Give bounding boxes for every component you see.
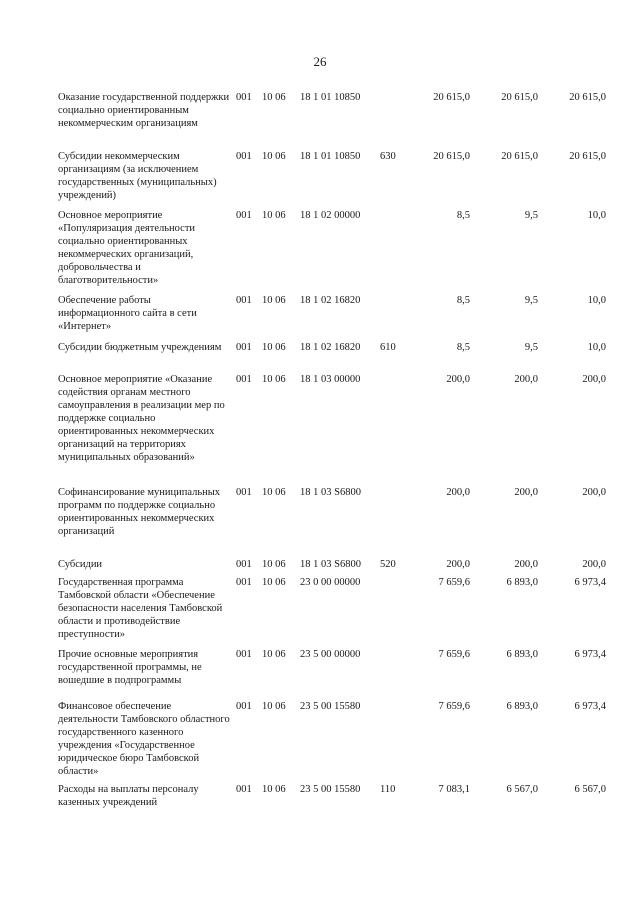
expense-type-code: 610 xyxy=(380,342,396,353)
ministry-code: 001 xyxy=(236,374,252,385)
target-code: 18 1 01 10850 xyxy=(300,92,361,103)
target-code: 23 0 00 00000 xyxy=(300,577,361,588)
section-code: 10 06 xyxy=(262,295,286,306)
target-code: 18 1 03 S6800 xyxy=(300,487,361,498)
ministry-code: 001 xyxy=(236,487,252,498)
amount-year-2: 200,0 xyxy=(514,374,538,385)
amount-year-2: 200,0 xyxy=(514,559,538,570)
target-code: 18 1 03 00000 xyxy=(300,374,361,385)
amount-year-1: 200,0 xyxy=(446,374,470,385)
amount-year-2: 6 893,0 xyxy=(506,577,538,588)
amount-year-3: 10,0 xyxy=(587,210,606,221)
amount-year-3: 10,0 xyxy=(587,342,606,353)
row-name: Оказание государственной поддержки социально ориентированным некоммерческим организациям xyxy=(58,92,230,129)
ministry-code: 001 xyxy=(236,701,252,712)
amount-year-1: 200,0 xyxy=(446,487,470,498)
row-name: Субсидии некоммерческим организациям (за исключением государственных (муниципальных) учреждений) xyxy=(58,151,217,201)
amount-year-2: 20 615,0 xyxy=(501,151,538,162)
section-code: 10 06 xyxy=(262,210,286,221)
section-code: 10 06 xyxy=(262,701,286,712)
row-name: Софинансирование муниципальных программ по поддержке социально ориентированных некоммерческих организаций xyxy=(58,487,221,537)
row-name: Субсидии xyxy=(58,559,103,570)
target-code: 23 5 00 15580 xyxy=(300,701,361,712)
section-code: 10 06 xyxy=(262,374,286,385)
section-code: 10 06 xyxy=(262,559,286,570)
ministry-code: 001 xyxy=(236,342,252,353)
amount-year-1: 8,5 xyxy=(456,342,470,353)
ministry-code: 001 xyxy=(236,784,252,795)
ministry-code: 001 xyxy=(236,649,252,660)
amount-year-1: 8,5 xyxy=(456,295,470,306)
target-code: 23 5 00 15580 xyxy=(300,784,361,795)
amount-year-1: 20 615,0 xyxy=(433,151,470,162)
amount-year-3: 10,0 xyxy=(587,295,606,306)
section-code: 10 06 xyxy=(262,92,286,103)
row-name: Основное мероприятие «Популяризация деятельности социально ориентированных некоммерческих организаций, добровольчества и благотворительности» xyxy=(58,210,196,286)
amount-year-2: 200,0 xyxy=(514,487,538,498)
amount-year-1: 200,0 xyxy=(446,559,470,570)
amount-year-3: 20 615,0 xyxy=(569,92,606,103)
amount-year-1: 20 615,0 xyxy=(433,92,470,103)
ministry-code: 001 xyxy=(236,151,252,162)
target-code: 18 1 02 00000 xyxy=(300,210,361,221)
target-code: 23 5 00 00000 xyxy=(300,649,361,660)
ministry-code: 001 xyxy=(236,559,252,570)
section-code: 10 06 xyxy=(262,342,286,353)
amount-year-2: 6 893,0 xyxy=(506,649,538,660)
amount-year-3: 20 615,0 xyxy=(569,151,606,162)
target-code: 18 1 02 16820 xyxy=(300,342,361,353)
amount-year-2: 6 893,0 xyxy=(506,701,538,712)
amount-year-3: 200,0 xyxy=(582,487,606,498)
ministry-code: 001 xyxy=(236,92,252,103)
amount-year-1: 8,5 xyxy=(456,210,470,221)
amount-year-2: 9,5 xyxy=(524,210,538,221)
amount-year-1: 7 659,6 xyxy=(438,649,470,660)
row-name: Основное мероприятие «Оказание содействия органам местного самоуправления в реализации мер по поддержке социально ориентированных некоммерческих организаций на территориях муниципальных образований» xyxy=(58,374,225,463)
section-code: 10 06 xyxy=(262,577,286,588)
target-code: 18 1 03 S6800 xyxy=(300,559,361,570)
expense-type-code: 630 xyxy=(380,151,396,162)
row-name: Расходы на выплаты персоналу казенных учреждений xyxy=(58,784,199,808)
section-code: 10 06 xyxy=(262,649,286,660)
row-name: Субсидии бюджетным учреждениям xyxy=(58,342,222,353)
amount-year-3: 6 567,0 xyxy=(574,784,606,795)
amount-year-1: 7 659,6 xyxy=(438,701,470,712)
section-code: 10 06 xyxy=(262,784,286,795)
target-code: 18 1 01 10850 xyxy=(300,151,361,162)
ministry-code: 001 xyxy=(236,295,252,306)
target-code: 18 1 02 16820 xyxy=(300,295,361,306)
amount-year-2: 9,5 xyxy=(524,295,538,306)
row-name: Прочие основные мероприятия государственной программы, не вошедшие в подпрограммы xyxy=(58,649,202,686)
amount-year-2: 20 615,0 xyxy=(501,92,538,103)
ministry-code: 001 xyxy=(236,577,252,588)
page-number: 26 xyxy=(313,54,327,69)
amount-year-2: 9,5 xyxy=(524,342,538,353)
expense-type-code: 520 xyxy=(380,559,396,570)
section-code: 10 06 xyxy=(262,487,286,498)
amount-year-2: 6 567,0 xyxy=(506,784,538,795)
row-name: Государственная программа Тамбовской области «Обеспечение безопасности населения Тамбовской области и противодействие преступности» xyxy=(58,577,223,640)
ministry-code: 001 xyxy=(236,210,252,221)
amount-year-1: 7 083,1 xyxy=(438,784,470,795)
section-code: 10 06 xyxy=(262,151,286,162)
amount-year-1: 7 659,6 xyxy=(438,577,470,588)
row-name: Финансовое обеспечение деятельности Тамбовского областного государственного казенного учреждения «Государственное юридическое бюро Тамбовской области» xyxy=(58,701,230,777)
amount-year-3: 200,0 xyxy=(582,374,606,385)
amount-year-3: 6 973,4 xyxy=(574,649,606,660)
amount-year-3: 6 973,4 xyxy=(574,577,606,588)
amount-year-3: 200,0 xyxy=(582,559,606,570)
expense-type-code: 110 xyxy=(380,784,396,795)
amount-year-3: 6 973,4 xyxy=(574,701,606,712)
row-name: Обеспечение работы информационного сайта в сети «Интернет» xyxy=(58,295,197,332)
